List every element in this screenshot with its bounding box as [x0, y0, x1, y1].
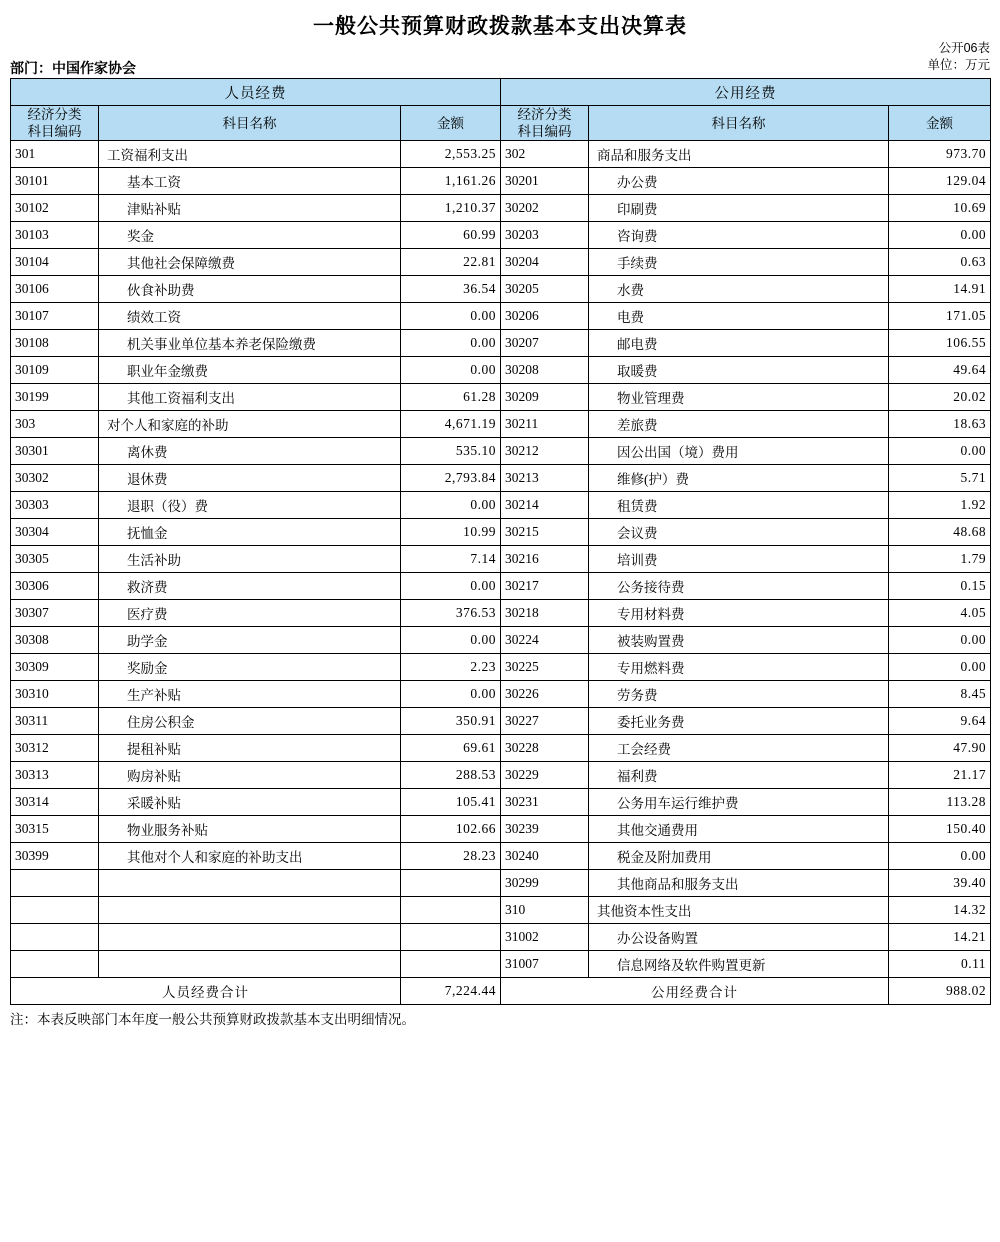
table-row — [11, 546, 991, 573]
table-row — [11, 438, 991, 465]
cell-personnel-amount: 4,671.19 — [401, 411, 501, 438]
cell-personnel-amount: 0.00 — [401, 492, 501, 519]
cell-public-amount: 0.11 — [889, 951, 991, 978]
table-row — [11, 627, 991, 654]
cell-public-name: 邮电费 — [589, 330, 889, 357]
table-row — [11, 519, 991, 546]
cell-personnel-code: 30109 — [11, 357, 99, 384]
cell-public-code: 30203 — [501, 222, 589, 249]
cell-public-amount: 973.70 — [889, 141, 991, 168]
col-header-public-code-line2: 科目编码 — [517, 124, 572, 139]
cell-public-amount: 0.00 — [889, 438, 991, 465]
cell-public-code: 30231 — [501, 789, 589, 816]
table-row — [11, 330, 991, 357]
cell-personnel-amount: 2,553.25 — [401, 141, 501, 168]
col-header-public-amount: 金额 — [889, 106, 991, 141]
cell-personnel-code: 30104 — [11, 249, 99, 276]
table-row — [11, 654, 991, 681]
cell-personnel-amount: 36.54 — [401, 276, 501, 303]
cell-personnel-name: 其他工资福利支出 — [99, 384, 401, 411]
table-row — [11, 897, 991, 924]
cell-public-amount: 1.92 — [889, 492, 991, 519]
cell-public-amount: 4.05 — [889, 600, 991, 627]
cell-public-code: 30227 — [501, 708, 589, 735]
cell-public-name: 因公出国（境）费用 — [589, 438, 889, 465]
cell-public-amount: 39.40 — [889, 870, 991, 897]
cell-public-name: 劳务费 — [589, 681, 889, 708]
cell-personnel-code — [11, 897, 99, 924]
cell-personnel-code: 30102 — [11, 195, 99, 222]
col-header-personnel-code-line1: 经济分类 — [27, 107, 82, 122]
cell-personnel-amount: 60.99 — [401, 222, 501, 249]
cell-personnel-name: 对个人和家庭的补助 — [99, 411, 401, 438]
group-header-personnel: 人员经费 — [11, 79, 501, 106]
cell-public-amount: 113.28 — [889, 789, 991, 816]
table-row — [11, 762, 991, 789]
cell-personnel-name: 购房补贴 — [99, 762, 401, 789]
cell-personnel-code: 30301 — [11, 438, 99, 465]
cell-personnel-amount: 288.53 — [401, 762, 501, 789]
cell-personnel-amount: 1,161.26 — [401, 168, 501, 195]
table-row — [11, 843, 991, 870]
cell-personnel-name: 职业年金缴费 — [99, 357, 401, 384]
cell-public-code: 31007 — [501, 951, 589, 978]
cell-public-code: 30204 — [501, 249, 589, 276]
cell-public-code: 30224 — [501, 627, 589, 654]
table-row — [11, 951, 991, 978]
cell-personnel-amount: 105.41 — [401, 789, 501, 816]
cell-personnel-amount: 61.28 — [401, 384, 501, 411]
table-body — [11, 141, 991, 978]
cell-public-code: 30229 — [501, 762, 589, 789]
cell-public-code: 30214 — [501, 492, 589, 519]
cell-public-amount: 14.91 — [889, 276, 991, 303]
cell-public-amount: 150.40 — [889, 816, 991, 843]
cell-public-amount: 0.00 — [889, 654, 991, 681]
cell-public-amount: 5.71 — [889, 465, 991, 492]
table-row — [11, 708, 991, 735]
cell-personnel-name: 救济费 — [99, 573, 401, 600]
table-total-row — [11, 978, 991, 1005]
cell-personnel-amount: 0.00 — [401, 303, 501, 330]
cell-personnel-code: 30313 — [11, 762, 99, 789]
cell-public-code: 30215 — [501, 519, 589, 546]
cell-public-amount: 0.00 — [889, 222, 991, 249]
cell-public-code: 30226 — [501, 681, 589, 708]
table-row — [11, 735, 991, 762]
cell-personnel-code: 30306 — [11, 573, 99, 600]
cell-public-code: 30225 — [501, 654, 589, 681]
cell-personnel-code: 30399 — [11, 843, 99, 870]
cell-personnel-code: 30199 — [11, 384, 99, 411]
cell-personnel-name — [99, 924, 401, 951]
group-header-public: 公用经费 — [501, 79, 991, 106]
cell-personnel-code: 30101 — [11, 168, 99, 195]
cell-public-code: 30217 — [501, 573, 589, 600]
cell-public-code: 30211 — [501, 411, 589, 438]
col-header-public-name: 科目名称 — [589, 106, 889, 141]
cell-personnel-name: 退休费 — [99, 465, 401, 492]
cell-personnel-amount: 376.53 — [401, 600, 501, 627]
cell-personnel-name: 物业服务补贴 — [99, 816, 401, 843]
cell-public-amount: 14.32 — [889, 897, 991, 924]
total-label-personnel: 人员经费合计 — [11, 978, 401, 1005]
table-row — [11, 681, 991, 708]
cell-personnel-name: 提租补贴 — [99, 735, 401, 762]
cell-public-code: 30239 — [501, 816, 589, 843]
cell-public-name: 手续费 — [589, 249, 889, 276]
amount-unit: 单位：万元 — [927, 58, 990, 72]
cell-public-amount: 106.55 — [889, 330, 991, 357]
cell-public-name: 差旅费 — [589, 411, 889, 438]
cell-public-name: 咨询费 — [589, 222, 889, 249]
cell-personnel-name: 其他社会保障缴费 — [99, 249, 401, 276]
cell-public-amount: 20.02 — [889, 384, 991, 411]
cell-public-name: 电费 — [589, 303, 889, 330]
cell-public-amount: 49.64 — [889, 357, 991, 384]
cell-personnel-code: 30305 — [11, 546, 99, 573]
cell-personnel-name: 伙食补助费 — [99, 276, 401, 303]
cell-public-amount: 21.17 — [889, 762, 991, 789]
cell-personnel-amount — [401, 870, 501, 897]
cell-public-code: 30205 — [501, 276, 589, 303]
report-meta-right — [927, 40, 990, 74]
cell-personnel-amount: 0.00 — [401, 357, 501, 384]
cell-public-code: 30201 — [501, 168, 589, 195]
cell-personnel-amount: 22.81 — [401, 249, 501, 276]
cell-personnel-code: 30309 — [11, 654, 99, 681]
cell-personnel-name — [99, 897, 401, 924]
cell-personnel-name: 奖金 — [99, 222, 401, 249]
cell-public-name: 专用燃料费 — [589, 654, 889, 681]
col-header-personnel-amount: 金额 — [401, 106, 501, 141]
cell-personnel-name: 退职（役）费 — [99, 492, 401, 519]
cell-public-amount: 14.21 — [889, 924, 991, 951]
col-header-public-code — [501, 106, 589, 141]
cell-public-code: 30216 — [501, 546, 589, 573]
page-title: 一般公共预算财政拨款基本支出决算表 — [313, 15, 687, 38]
cell-personnel-code: 30308 — [11, 627, 99, 654]
cell-public-name: 水费 — [589, 276, 889, 303]
cell-public-amount: 0.00 — [889, 627, 991, 654]
cell-personnel-amount — [401, 897, 501, 924]
table-row — [11, 357, 991, 384]
cell-personnel-amount: 2,793.84 — [401, 465, 501, 492]
table-row — [11, 816, 991, 843]
cell-personnel-amount: 0.00 — [401, 573, 501, 600]
cell-public-name: 公务接待费 — [589, 573, 889, 600]
table-row — [11, 411, 991, 438]
total-amount-public: 988.02 — [889, 978, 991, 1005]
cell-public-name: 信息网络及软件购置更新 — [589, 951, 889, 978]
table-row — [11, 492, 991, 519]
cell-personnel-code: 303 — [11, 411, 99, 438]
table-row — [11, 303, 991, 330]
table-row — [11, 222, 991, 249]
table-row — [11, 276, 991, 303]
table-row — [11, 384, 991, 411]
cell-public-amount: 18.63 — [889, 411, 991, 438]
cell-public-name: 维修(护）费 — [589, 465, 889, 492]
cell-personnel-name: 采暖补贴 — [99, 789, 401, 816]
cell-public-name: 商品和服务支出 — [589, 141, 889, 168]
cell-personnel-code: 30107 — [11, 303, 99, 330]
cell-personnel-amount: 0.00 — [401, 330, 501, 357]
table-row — [11, 195, 991, 222]
cell-personnel-name: 住房公积金 — [99, 708, 401, 735]
cell-personnel-code: 30307 — [11, 600, 99, 627]
cell-public-name: 物业管理费 — [589, 384, 889, 411]
cell-personnel-code: 30311 — [11, 708, 99, 735]
table-group-header-row — [11, 79, 991, 106]
cell-personnel-code: 30103 — [11, 222, 99, 249]
cell-personnel-amount: 102.66 — [401, 816, 501, 843]
total-amount-personnel: 7,224.44 — [401, 978, 501, 1005]
cell-public-code: 30207 — [501, 330, 589, 357]
table-row — [11, 573, 991, 600]
cell-public-name: 其他资本性支出 — [589, 897, 889, 924]
cell-personnel-amount: 1,210.37 — [401, 195, 501, 222]
cell-public-name: 取暖费 — [589, 357, 889, 384]
table-row — [11, 870, 991, 897]
cell-public-name: 税金及附加费用 — [589, 843, 889, 870]
cell-public-amount: 0.15 — [889, 573, 991, 600]
cell-personnel-name: 基本工资 — [99, 168, 401, 195]
cell-personnel-code: 30312 — [11, 735, 99, 762]
table-note: 注：本表反映部门本年度一般公共预算财政拨款基本支出明细情况。 — [10, 1012, 415, 1027]
table-row — [11, 465, 991, 492]
table-row — [11, 789, 991, 816]
total-label-public: 公用经费合计 — [501, 978, 889, 1005]
cell-public-amount: 48.68 — [889, 519, 991, 546]
col-header-personnel-code — [11, 106, 99, 141]
cell-public-amount: 171.05 — [889, 303, 991, 330]
cell-public-code: 30206 — [501, 303, 589, 330]
cell-public-name: 办公费 — [589, 168, 889, 195]
table-column-header-row — [11, 106, 991, 141]
cell-public-code: 310 — [501, 897, 589, 924]
col-header-personnel-name: 科目名称 — [99, 106, 401, 141]
cell-public-code: 31002 — [501, 924, 589, 951]
cell-personnel-name: 医疗费 — [99, 600, 401, 627]
cell-personnel-code: 30108 — [11, 330, 99, 357]
cell-personnel-name: 工资福利支出 — [99, 141, 401, 168]
cell-personnel-name — [99, 870, 401, 897]
cell-public-name: 专用材料费 — [589, 600, 889, 627]
cell-personnel-code — [11, 951, 99, 978]
cell-personnel-name: 生活补助 — [99, 546, 401, 573]
cell-personnel-amount: 28.23 — [401, 843, 501, 870]
cell-public-code: 30202 — [501, 195, 589, 222]
cell-public-amount: 1.79 — [889, 546, 991, 573]
table-row — [11, 600, 991, 627]
cell-public-code: 30212 — [501, 438, 589, 465]
cell-public-amount: 47.90 — [889, 735, 991, 762]
cell-personnel-name: 其他对个人和家庭的补助支出 — [99, 843, 401, 870]
report-meta — [10, 41, 990, 78]
cell-public-amount: 129.04 — [889, 168, 991, 195]
table-row — [11, 141, 991, 168]
cell-public-code: 30209 — [501, 384, 589, 411]
cell-personnel-amount: 2.23 — [401, 654, 501, 681]
cell-public-name: 工会经费 — [589, 735, 889, 762]
cell-personnel-amount: 350.91 — [401, 708, 501, 735]
cell-public-amount: 8.45 — [889, 681, 991, 708]
cell-public-code: 30218 — [501, 600, 589, 627]
cell-public-code: 30213 — [501, 465, 589, 492]
cell-personnel-code: 30314 — [11, 789, 99, 816]
cell-personnel-name: 助学金 — [99, 627, 401, 654]
cell-public-amount: 10.69 — [889, 195, 991, 222]
cell-public-name: 福利费 — [589, 762, 889, 789]
cell-public-name: 办公设备购置 — [589, 924, 889, 951]
cell-personnel-name: 生产补贴 — [99, 681, 401, 708]
cell-personnel-amount: 7.14 — [401, 546, 501, 573]
col-header-public-code-line1: 经济分类 — [517, 107, 572, 122]
cell-public-code: 30228 — [501, 735, 589, 762]
cell-public-code: 30208 — [501, 357, 589, 384]
report-page — [0, 10, 1000, 1028]
cell-public-name: 委托业务费 — [589, 708, 889, 735]
cell-personnel-code — [11, 924, 99, 951]
cell-personnel-amount — [401, 951, 501, 978]
cell-public-code: 30240 — [501, 843, 589, 870]
table-row — [11, 249, 991, 276]
cell-personnel-code: 301 — [11, 141, 99, 168]
cell-personnel-amount: 69.61 — [401, 735, 501, 762]
cell-public-amount: 0.00 — [889, 843, 991, 870]
cell-public-code: 302 — [501, 141, 589, 168]
form-number: 公开06表 — [938, 41, 990, 55]
cell-personnel-code: 30310 — [11, 681, 99, 708]
cell-personnel-amount: 0.00 — [401, 627, 501, 654]
cell-personnel-name: 奖励金 — [99, 654, 401, 681]
cell-personnel-name — [99, 951, 401, 978]
table-row — [11, 168, 991, 195]
cell-personnel-code: 30106 — [11, 276, 99, 303]
cell-personnel-name: 机关事业单位基本养老保险缴费 — [99, 330, 401, 357]
cell-public-amount: 9.64 — [889, 708, 991, 735]
cell-public-name: 培训费 — [589, 546, 889, 573]
cell-personnel-amount: 0.00 — [401, 681, 501, 708]
table-row — [11, 924, 991, 951]
cell-personnel-code: 30315 — [11, 816, 99, 843]
cell-public-name: 租赁费 — [589, 492, 889, 519]
cell-public-name: 其他商品和服务支出 — [589, 870, 889, 897]
cell-public-code: 30299 — [501, 870, 589, 897]
cell-personnel-name: 离休费 — [99, 438, 401, 465]
cell-personnel-code: 30304 — [11, 519, 99, 546]
cell-personnel-code: 30303 — [11, 492, 99, 519]
cell-personnel-amount — [401, 924, 501, 951]
cell-public-amount: 0.63 — [889, 249, 991, 276]
cell-personnel-code: 30302 — [11, 465, 99, 492]
cell-personnel-name: 津贴补贴 — [99, 195, 401, 222]
cell-public-name: 印刷费 — [589, 195, 889, 222]
col-header-personnel-code-line2: 科目编码 — [27, 124, 82, 139]
cell-personnel-name: 绩效工资 — [99, 303, 401, 330]
cell-public-name: 会议费 — [589, 519, 889, 546]
cell-personnel-code — [11, 870, 99, 897]
cell-public-name: 其他交通费用 — [589, 816, 889, 843]
cell-personnel-amount: 535.10 — [401, 438, 501, 465]
cell-personnel-amount: 10.99 — [401, 519, 501, 546]
basic-expenditure-table — [10, 78, 991, 1005]
cell-public-name: 公务用车运行维护费 — [589, 789, 889, 816]
department-label: 部门：中国作家协会 — [10, 60, 136, 76]
cell-personnel-name: 抚恤金 — [99, 519, 401, 546]
cell-public-name: 被装购置费 — [589, 627, 889, 654]
